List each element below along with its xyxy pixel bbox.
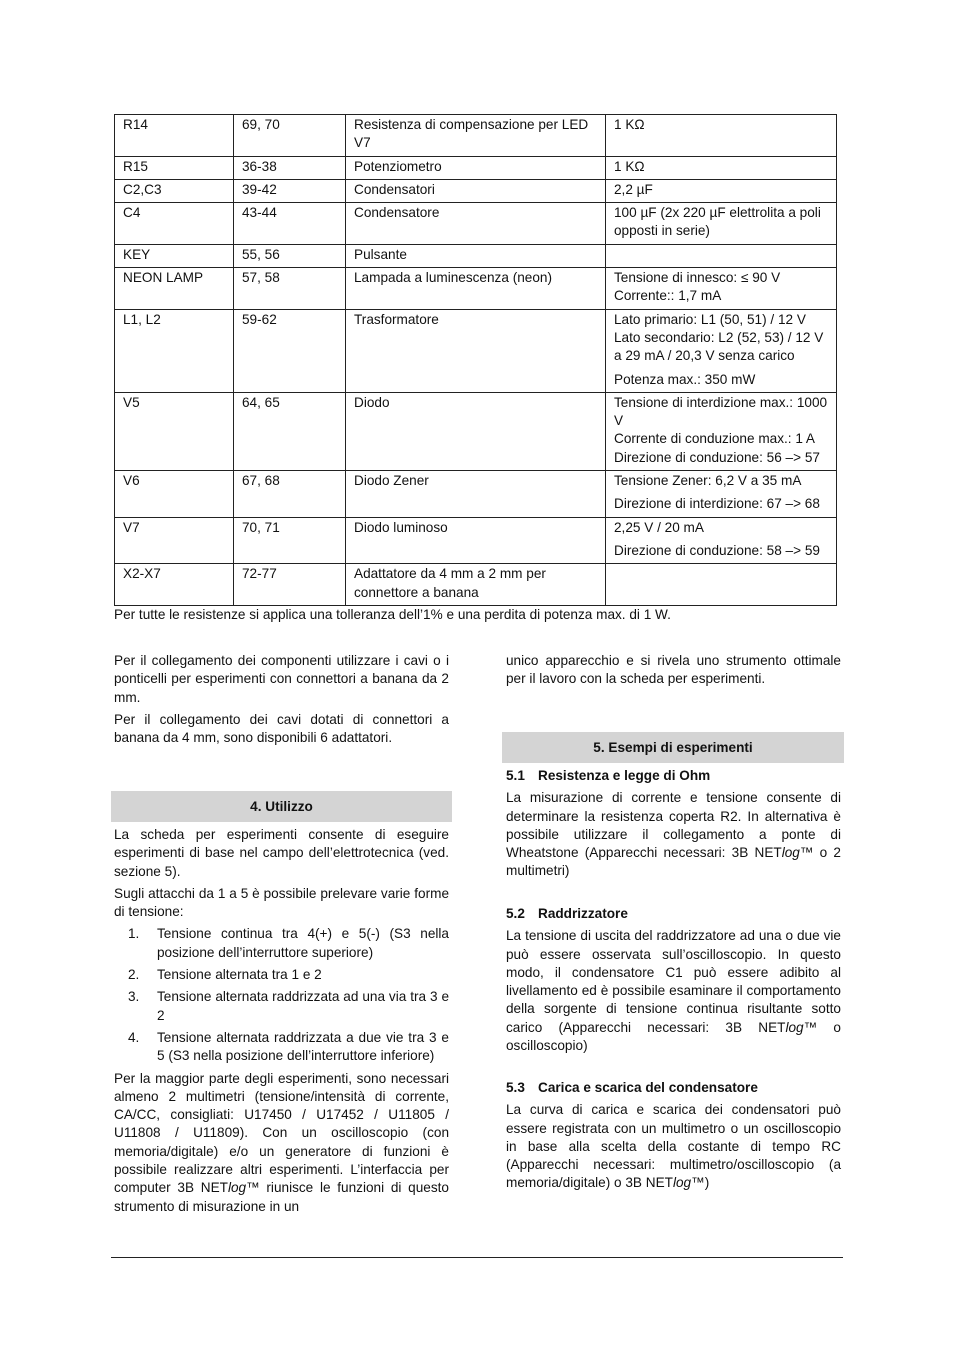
list-item-number: 1. bbox=[128, 926, 140, 942]
section-5-heading: 5. Esempi di esperimenti bbox=[502, 732, 844, 763]
footer-rule bbox=[111, 1257, 843, 1258]
spec-line: Corrente:: 1,7 mA bbox=[614, 288, 722, 304]
table-cell-c0: V6 bbox=[115, 471, 234, 518]
table-cell-c1: 69, 70 bbox=[234, 115, 346, 157]
table-cell-c0: C4 bbox=[115, 203, 234, 245]
section-5-1-number: 5.1 bbox=[506, 768, 525, 783]
s53-text-a: La curva di carica e scarica dei condensatori può essere registrata con un multimetro o un oscilloscopio in base alla scelta della costante di tempo RC (Apparecchi necessari: multimetro/oscilloscopio (a memoria/digitale) o 3B NET bbox=[506, 1102, 841, 1191]
table-cell-c2: Resistenza di compensazione per LED V7 bbox=[346, 115, 606, 157]
spec-line: Potenza max.: 350 mW bbox=[614, 371, 756, 387]
table-cell-c1: 72-77 bbox=[234, 564, 346, 606]
list-item bbox=[114, 925, 449, 962]
table-cell-c0: V5 bbox=[115, 392, 234, 470]
list-item-number: 2. bbox=[128, 967, 140, 983]
table-cell-c1: 59-62 bbox=[234, 309, 346, 392]
table-row bbox=[115, 309, 837, 392]
section-5-3 bbox=[506, 1079, 841, 1197]
table-row bbox=[115, 392, 837, 470]
table-cell-spec bbox=[606, 268, 837, 310]
spec-line: 100 µF (2x 220 µF elettrolita a poli opposti in serie) bbox=[614, 205, 821, 239]
s4-p3-text-a: Per la maggior parte degli esperimenti, sono necessari almeno 2 multimetri (tensione/intensità di corrente, CA/CC, consigliati: U17450 / U17452 / U11805 / U11808 / U11809). Con un oscilloscopio (con memoria/digitale) e/o un generatore di funzioni è possibile realizzare altri esperimenti. L’interfaccia per computer 3B NET bbox=[114, 1070, 449, 1196]
section-5-2 bbox=[506, 905, 841, 1059]
continuation-paragraph: unico apparecchio e si rivela uno strumento ottimale per il lavoro con la scheda per esperimenti. bbox=[506, 653, 841, 687]
section-5-1-title: Resistenza e legge di Ohm bbox=[538, 768, 711, 783]
spec-line: Direzione di conduzione: 56 –> 57 bbox=[614, 449, 820, 465]
spec-line: Direzione di interdizione: 67 –> 68 bbox=[614, 496, 820, 512]
table-cell-c1: 39-42 bbox=[234, 179, 346, 202]
table-row bbox=[115, 517, 837, 564]
spec-line: 2,25 V / 20 mA bbox=[614, 519, 704, 535]
table-row bbox=[115, 471, 837, 518]
intro-paragraph-2: Per il collegamento dei cavi dotati di connettori a banana da 4 mm, sono disponibili 6 adattatori. bbox=[114, 711, 449, 746]
section-5-3-paragraph bbox=[506, 1101, 841, 1192]
section-5-1-paragraph bbox=[506, 789, 841, 880]
table-cell-c2: Diodo bbox=[346, 392, 606, 470]
section-5-2-number: 5.2 bbox=[506, 906, 525, 921]
table-cell-c1: 36-38 bbox=[234, 156, 346, 179]
list-item bbox=[114, 966, 449, 984]
list-item-text: Tensione continua tra 4(+) e 5(-) (S3 nella posizione dell’interruttore superiore) bbox=[157, 926, 449, 960]
section-4-body bbox=[114, 826, 449, 1220]
table-cell-spec bbox=[606, 392, 837, 470]
spec-line: Direzione di conduzione: 58 –> 59 bbox=[614, 542, 820, 558]
table-cell-c2: Condensatori bbox=[346, 179, 606, 202]
spec-line: Lato secondario: L2 (52, 53) / 12 V a 29 mA / 20,3 V senza carico bbox=[614, 329, 824, 364]
table-cell-c1: 57, 58 bbox=[234, 268, 346, 310]
table-cell-c2: Lampada a luminescenza (neon) bbox=[346, 268, 606, 310]
table-cell-spec bbox=[606, 115, 837, 157]
table-cell-c0: L1, L2 bbox=[115, 309, 234, 392]
table-cell-c2: Diodo Zener bbox=[346, 471, 606, 518]
section-5-3-heading bbox=[506, 1079, 841, 1097]
s53-text-b: ™) bbox=[691, 1175, 710, 1191]
list-item bbox=[114, 1029, 449, 1066]
spec-line: 1 KΩ bbox=[614, 158, 645, 174]
table-cell-c0: R14 bbox=[115, 115, 234, 157]
table-cell-c1: 43-44 bbox=[234, 203, 346, 245]
table-cell-spec bbox=[606, 203, 837, 245]
section-5-3-number: 5.3 bbox=[506, 1080, 525, 1095]
s52-log: log bbox=[785, 1019, 804, 1035]
table-cell-c2: Diodo luminoso bbox=[346, 517, 606, 564]
table-row bbox=[115, 156, 837, 179]
table-cell-spec bbox=[606, 156, 837, 179]
table-row bbox=[115, 203, 837, 245]
tolerance-note: Per tutte le resistenze si applica una tolleranza dell’1% e una perdita di potenza max. di 1 W. bbox=[114, 607, 671, 622]
spec-line: 2,2 µF bbox=[614, 181, 653, 197]
section-5-2-paragraph bbox=[506, 927, 841, 1055]
s53-log: log bbox=[672, 1175, 692, 1191]
spec-line: 1 KΩ bbox=[614, 117, 645, 132]
s4-p3-text-b: ™ riunisce le funzioni di questo strumento di misurazione in un bbox=[114, 1180, 449, 1214]
section-4-paragraph-3 bbox=[114, 1070, 449, 1216]
list-item-text: Tensione alternata raddrizzata ad una via tra 3 e 2 bbox=[157, 989, 449, 1023]
section-4-paragraph-2: Sugli attacchi da 1 a 5 è possibile prelevare varie forme di tensione: bbox=[114, 885, 449, 920]
table-cell-c2: Trasformatore bbox=[346, 309, 606, 392]
table-row bbox=[115, 564, 837, 606]
left-column-intro bbox=[114, 652, 449, 751]
list-item-text: Tensione alternata tra 1 e 2 bbox=[157, 967, 322, 983]
table-cell-c0: V7 bbox=[115, 517, 234, 564]
table-cell-c1: 67, 68 bbox=[234, 471, 346, 518]
table-cell-c1: 70, 71 bbox=[234, 517, 346, 564]
table-cell-spec bbox=[606, 244, 837, 267]
s51-text-a: La misurazione di corrente e tensione consente di determinare la resistenza coperta R2. In alternativa è possibile utilizzare il collegamento a ponte di Wheatstone (Apparecchi necessari: 3B NET bbox=[506, 790, 841, 861]
components-table-body bbox=[115, 115, 837, 606]
section-5-2-title: Raddrizzatore bbox=[538, 906, 628, 921]
section-4-heading: 4. Utilizzo bbox=[111, 791, 452, 822]
table-cell-spec bbox=[606, 471, 837, 518]
spec-line: Lato primario: L1 (50, 51) / 12 V bbox=[614, 311, 806, 327]
table-cell-c0: C2,C3 bbox=[115, 179, 234, 202]
list-item-text: Tensione alternata raddrizzata a due vie tra 3 e 5 (S3 nella posizione dell’interruttore inferiore) bbox=[157, 1029, 449, 1064]
table-cell-c1: 55, 56 bbox=[234, 244, 346, 267]
table-cell-c2: Condensatore bbox=[346, 203, 606, 245]
table-row bbox=[115, 179, 837, 202]
right-column-continuation bbox=[506, 652, 841, 693]
spec-line: Tensione di interdizione max.: 1000 V bbox=[614, 394, 828, 429]
list-item bbox=[114, 988, 449, 1025]
list-item-number: 4. bbox=[128, 1029, 140, 1045]
table-cell-spec bbox=[606, 564, 837, 606]
s51-log: log bbox=[781, 845, 800, 861]
spec-line: Tensione di innesco: ≤ 90 V bbox=[614, 270, 781, 286]
components-table bbox=[114, 114, 837, 606]
intro-paragraph-1: Per il collegamento dei componenti utilizzare i cavi o i ponticelli per esperimenti con connettori a banana da 2 mm. bbox=[114, 653, 449, 705]
s4-p3-log: log bbox=[227, 1180, 247, 1196]
section-4-paragraph-1: La scheda per esperimenti consente di eseguire esperimenti di base nel campo dell’elettrotecnica (ved. sezione 5). bbox=[114, 827, 449, 879]
table-cell-c2: Potenziometro bbox=[346, 156, 606, 179]
spec-line: Tensione Zener: 6,2 V a 35 mA bbox=[614, 473, 802, 489]
table-cell-c0: X2-X7 bbox=[115, 564, 234, 606]
section-5-1 bbox=[506, 767, 841, 885]
table-cell-c0: R15 bbox=[115, 156, 234, 179]
table-cell-spec bbox=[606, 179, 837, 202]
s51-text-b: ™ o 2 multimetri) bbox=[506, 845, 841, 879]
s52-text-b: ™ o oscilloscopio) bbox=[506, 1019, 841, 1054]
table-cell-spec bbox=[606, 517, 837, 564]
list-item-number: 3. bbox=[128, 989, 140, 1005]
section-5-3-title: Carica e scarica del condensatore bbox=[538, 1080, 758, 1095]
table-row bbox=[115, 268, 837, 310]
table-cell-c2: Adattatore da 4 mm a 2 mm per connettore a banana bbox=[346, 564, 606, 606]
table-row bbox=[115, 244, 837, 267]
table-cell-c0: NEON LAMP bbox=[115, 268, 234, 310]
table-cell-c2: Pulsante bbox=[346, 244, 606, 267]
spec-line: Corrente di conduzione max.: 1 A bbox=[614, 431, 815, 447]
table-cell-spec bbox=[606, 309, 837, 392]
section-5-2-heading bbox=[506, 905, 841, 923]
voltage-forms-list bbox=[114, 925, 449, 1065]
table-cell-c0: KEY bbox=[115, 244, 234, 267]
section-5-1-heading bbox=[506, 767, 841, 785]
table-cell-c1: 64, 65 bbox=[234, 392, 346, 470]
s52-text-a: La tensione di uscita del raddrizzatore ad una o due vie può essere osservata sull’oscilloscopio. In questo modo, il condensatore C1 può essere adibito al livellamento ed è possibile esaminare il comportamento della sorgente di tensione continua risultante sotto carico (Apparecchi necessari: 3B NET bbox=[506, 928, 841, 1035]
table-row bbox=[115, 115, 837, 157]
